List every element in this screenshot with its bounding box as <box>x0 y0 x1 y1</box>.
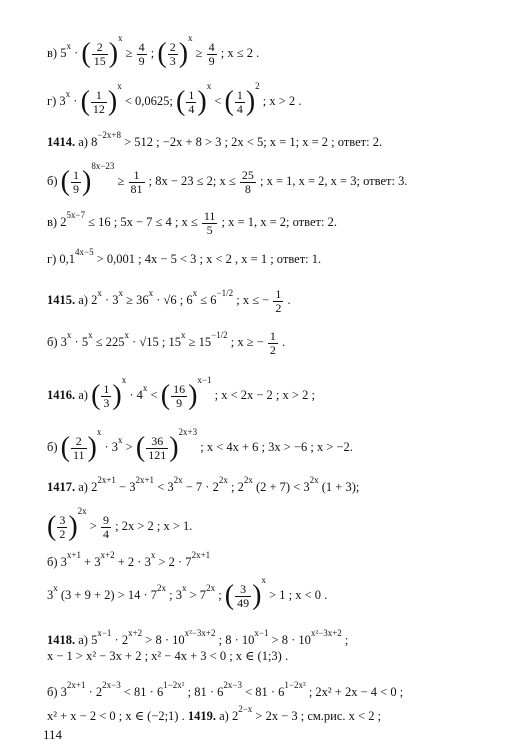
fraction: $\frac{2}{11}$ <box>72 433 85 462</box>
line-1414-a: 1414. а) $8^{-2x+8} > 512$ ; −2x + 8 > 3 ; 2x < 5; x = 1; x = 2 ; ответ: 2. <box>47 130 383 149</box>
line-1414-g: г) $0,1^{4x-5} > 0,001$ ; 4x − 5 < 3 ; x < 2 , x = 1 ; ответ: 1. <box>47 247 322 266</box>
line-1415-a: 1415. а) $2^x \cdot 3^x \ge 36^x \cdot √6$ ; $6^x \le 6^{-1/2}$ ; x ≤ − $\frac{1}{2}$ . <box>47 286 291 315</box>
item-label: в) <box>47 46 58 60</box>
problem-number: 1415. <box>47 293 76 307</box>
line-1414-b: б) ( $\frac{1}{9}$ )$^{8x-23}$ ≥ $\frac{1}{81}$ ; 8x − 23 ≤ 2; x ≤ $\frac{25}{8}$ ; x = 1, x = 2, x = 3; ответ: 3. <box>47 161 408 198</box>
fraction: $\frac{16}{9}$ <box>173 381 186 410</box>
fraction: $\frac{25}{8}$ <box>241 167 254 196</box>
fraction: $\frac{1}{3}$ <box>103 381 110 410</box>
fraction: $\frac{2}{15}$ <box>93 39 106 68</box>
line-1415-b: б) $3^x \cdot 5^x \le 225^x \cdot √15$ ; $15^x \ge 15^{-1/2}$ ; x ≥ − $\frac{1}{2}$ . <box>47 328 286 357</box>
line-1416-b: б) ( $\frac{2}{11}$ )$^x \cdot 3^x$ > ( $\frac{36}{121}$ )$^{2x+3}$ ; x < 4x + 6 ; 3x > −6 ; x > −2. <box>47 427 353 464</box>
line-v-1413: в) $5^x$ · ( $\frac{2}{15}$ )$^x$ ≥ $\frac{4}{9}$ ; ( $\frac{2}{3}$ )$^x$ ≥ $\frac{4}{9}$ ; x ≤ 2 . <box>47 33 260 70</box>
problem-number: 1417. <box>47 480 76 494</box>
page-number: 114 <box>43 727 63 742</box>
fraction: $\frac{1}{9}$ <box>72 167 79 196</box>
line-1417-a-cont: ( $\frac{3}{2}$ )$^{2x}$ > $\frac{9}{4}$ ; 2x > 2 ; x > 1. <box>47 506 193 543</box>
line-1418-b-cont: x² + x − 2 < 0 ; x ∈ (−2;1) . 1419. а) $2^{2-x} > 2x - 3$ ; см.рис. x < 2 ; <box>47 704 382 723</box>
line-g-1413: г) $3^x$ · ( $\frac{1}{12}$ )$^x$ < 0,0625; ( $\frac{1}{4}$ )$^x$ < ( $\frac{1}{4}$ )$^2$ ; x > 2 . <box>47 81 302 118</box>
fraction: $\frac{3}{2}$ <box>59 512 66 541</box>
item-label: г) <box>47 94 57 108</box>
fraction: $\frac{1}{2}$ <box>275 286 282 315</box>
line-1418-b: б) $3^{2x+1} \cdot 2^{2x-3} < 81 \cdot 6^{1-2x^2}$ ; $81 \cdot 6^{2x-3} < 81 \cdot 6^{1-2x^2}$ ; 2x² + 2x − 4 < 0 ; <box>47 680 404 699</box>
fraction: $\frac{1}{4}$ <box>188 87 195 116</box>
fraction: $\frac{36}{121}$ <box>148 433 167 462</box>
fraction: $\frac{4}{9}$ <box>138 39 145 68</box>
problem-number: 1414. <box>47 135 76 149</box>
fraction: $\frac{2}{3}$ <box>169 39 176 68</box>
fraction: $\frac{3}{49}$ <box>237 581 250 610</box>
fraction: $\frac{1}{12}$ <box>92 87 105 116</box>
problem-number: 1419. <box>187 709 216 723</box>
fraction: $\frac{4}{9}$ <box>208 39 215 68</box>
fraction: $\frac{1}{4}$ <box>236 87 243 116</box>
line-1417-a: 1417. а) $2^{2x+1} - 3^{2x+1} < 3^{2x} - 7 \cdot 2^{2x}$ ; $2^{2x}$ $(2 + 7) < 3^{2x}$ (1 + 3); <box>47 475 360 494</box>
line-1414-v: в) $2^{5x-7} \le 16$ ; 5x − 7 ≤ 4 ; x ≤ $\frac{11}{5}$ ; x = 1, x = 2; ответ: 2. <box>47 208 337 237</box>
fraction: $\frac{11}{5}$ <box>203 208 216 237</box>
fraction: $\frac{1}{2}$ <box>269 328 276 357</box>
line-1418-a: 1418. а) $5^{x-1} \cdot 2^{x+2} > 8 \cdot 10^{x^2-3x+2}$ ; $8 \cdot 10^{x-1} > 8 \cdot 10^{x^2-3x+2}$ ; <box>47 628 349 647</box>
line-1418-a-cont: x − 1 > x² − 3x + 2 ; x² − 4x + 3 < 0 ; x ∈ (1;3) . <box>47 649 289 663</box>
fraction: $\frac{1}{81}$ <box>130 167 143 196</box>
problem-number: 1416. <box>47 388 76 402</box>
line-1417-b: б) $3^{x+1} + 3^{x+2} + 2 \cdot 3^x > 2 \cdot 7^{2x+1}$ <box>47 550 211 569</box>
fraction: $\frac{9}{4}$ <box>102 512 109 541</box>
line-1417-b-cont: 3$^x$ $(3 + 9 + 2) > 14 \cdot 7^{2x}$ ; $3^x > 7^{2x}$ ; ( $\frac{3}{49}$ )$^x$ > 1 ; x < 0 . <box>47 575 328 612</box>
line-1416-a: 1416. а) ( $\frac{1}{3}$ )$^x \cdot 4^x$ < ( $\frac{16}{9}$ )$^{x-1}$ ; x < 2x − 2 ; x > 2 ; <box>47 375 315 412</box>
problem-number: 1418. <box>47 633 76 647</box>
